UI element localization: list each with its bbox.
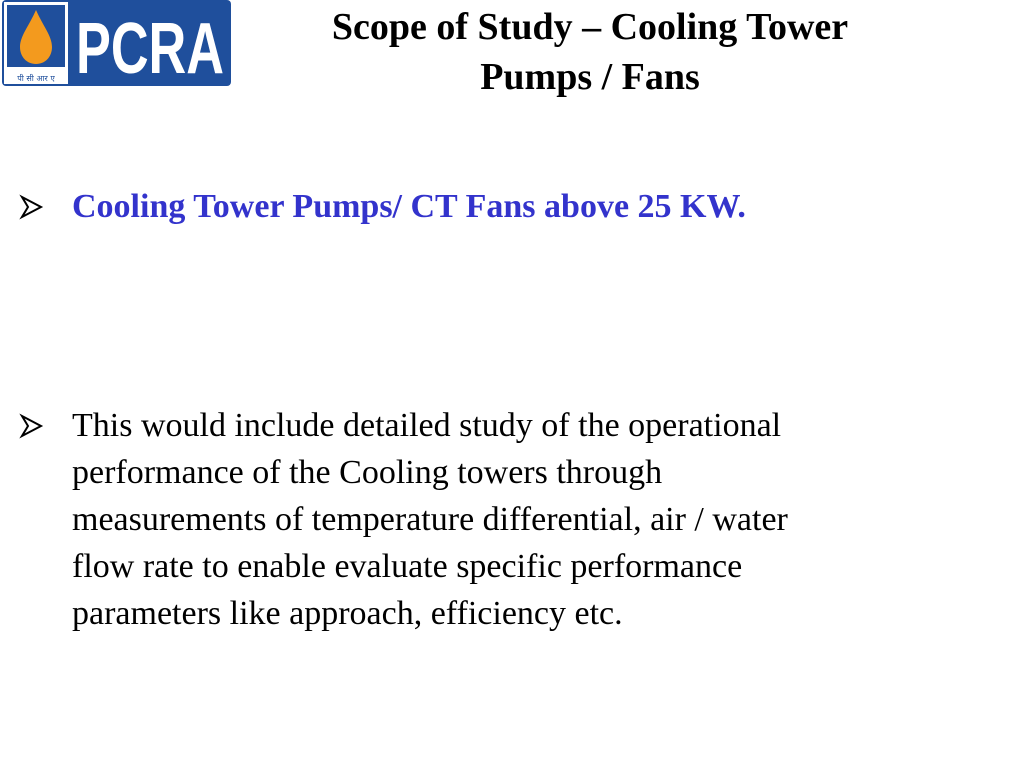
bullet-text-scope: Cooling Tower Pumps/ CT Fans above 25 KW.: [72, 188, 746, 225]
bullet-text-details: This would include detailed study of the operational performance of the Cooling towers through measurements of temperature differential, air / water flow rate to enable evaluate specific performance parameters like approach, efficiency etc.: [72, 407, 788, 632]
arrow-bullet-icon: [20, 415, 42, 437]
slide-title-line-2: Pumps / Fans: [480, 56, 700, 98]
slide-title: [262, 2, 918, 102]
arrow-bullet-icon: [20, 196, 42, 218]
slide-title-line-1: Scope of Study – Cooling Tower: [331, 6, 849, 48]
logo-wordmark: PCRA: [76, 9, 224, 89]
pcra-logo: [2, 0, 231, 89]
logo-hindi-caption: पी सी आर ए: [17, 74, 55, 83]
bullet-item-details: [20, 402, 840, 637]
bullet-item-scope: [20, 183, 840, 230]
